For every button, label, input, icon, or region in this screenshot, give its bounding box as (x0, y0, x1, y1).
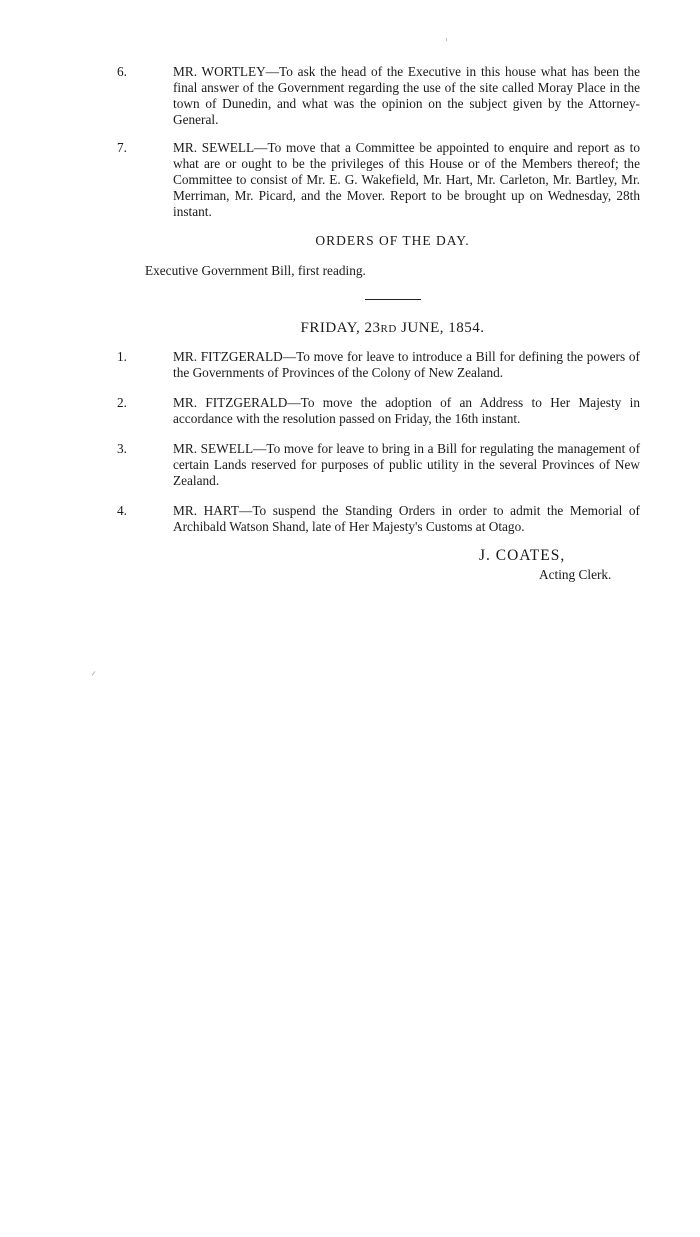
notice-text: —To move the adoption of an Address to Her Majesty in accordance with the resolution passed on Friday, the 16th instant. (173, 395, 640, 426)
notice-text: —To move for leave to bring in a Bill for regulating the management of certain Lands reserved for purposes of public utility in the several Provinces of New Zealand. (173, 441, 640, 488)
notice-item-1: 1. MR. FITZGERALD—To move for leave to introduce a Bill for defining the powers of the Governments of Provinces of the Colony of New Zealand. (117, 349, 640, 380)
notice-item-6: 6. MR. WORTLEY—To ask the head of the Executive in this house what has been the final answer of the Government regarding the use of the site called Moray Place in the town of Dunedin, and what was the opinion on the subject given by the Attorney-General. (117, 64, 640, 127)
scan-speck (446, 38, 447, 41)
scan-speck (92, 671, 96, 676)
day-heading-year: , 1854. (439, 320, 485, 336)
day-heading-prefix: FRIDAY, 23 (300, 320, 381, 336)
day-heading-month: JUNE (401, 320, 440, 336)
notice-member: MR. FITZGERALD (173, 395, 288, 410)
notice-text: —To move that a Committee be appointed to enquire and report as to what are or ought to be the privileges of this House or of the Members thereof; the Committee to consist of Mr. E. G. Wakefield, Mr. Hart, Mr. Carleton, Mr. Bartley, Mr. Merriman, Mr. Picard, and the Mover. Report to be brought up on Wednesday, 28th instant. (173, 140, 640, 219)
signature-title: Acting Clerk. (539, 567, 612, 582)
signature-name: J. COATES, (479, 547, 566, 564)
notice-member: MR. SEWELL (173, 441, 254, 456)
order-paper-page (117, 64, 640, 583)
notice-text: —To ask the head of the Executive in this house what has been the final answer of the Government regarding the use of the site called Moray Place in the town of Dunedin, and what was the opinion on the subject given by the Attorney-General. (173, 64, 640, 127)
orders-text: Executive Government Bill, first reading. (145, 263, 366, 278)
notice-item-3: 3. MR. SEWELL—To move for leave to bring in a Bill for regulating the management of certain Lands reserved for purposes of public utility in the several Provinces of New Zealand. (117, 441, 640, 488)
notice-text: —To move for leave to introduce a Bill for defining the powers of the Governments of Provinces of the Colony of New Zealand. (173, 349, 640, 380)
day-heading (145, 320, 640, 337)
notice-member: MR. FITZGERALD (173, 349, 283, 364)
notice-member: MR. SEWELL (173, 140, 255, 155)
notice-item-7: 7. MR. SEWELL—To move that a Committee be appointed to enquire and report as to what are or ought to be the privileges of this House or of the Members thereof; the Committee to consist of Mr. E. G. Wakefield, Mr. Hart, Mr. Carleton, Mr. Bartley, Mr. Merriman, Mr. Picard, and the Mover. Report to be brought up on Wednesday, 28th instant. (117, 140, 640, 219)
day-heading-ordinal: RD (380, 323, 397, 335)
notice-text: —To suspend the Standing Orders in order to admit the Memorial of Archibald Watson Shand, late of Her Majesty's Customs at Otago. (173, 503, 640, 534)
notice-member: MR. HART (173, 503, 240, 518)
notice-item-4: 4. MR. HART—To suspend the Standing Orders in order to admit the Memorial of Archibald Watson Shand, late of Her Majesty's Customs at Otago. (117, 503, 640, 534)
orders-of-the-day-heading: ORDERS OF THE DAY. (315, 233, 470, 248)
notice-item-2: 2. MR. FITZGERALD—To move the adoption of an Address to Her Majesty in accordance with the resolution passed on Friday, the 16th instant. (117, 395, 640, 426)
notice-member: MR. WORTLEY (173, 64, 266, 79)
